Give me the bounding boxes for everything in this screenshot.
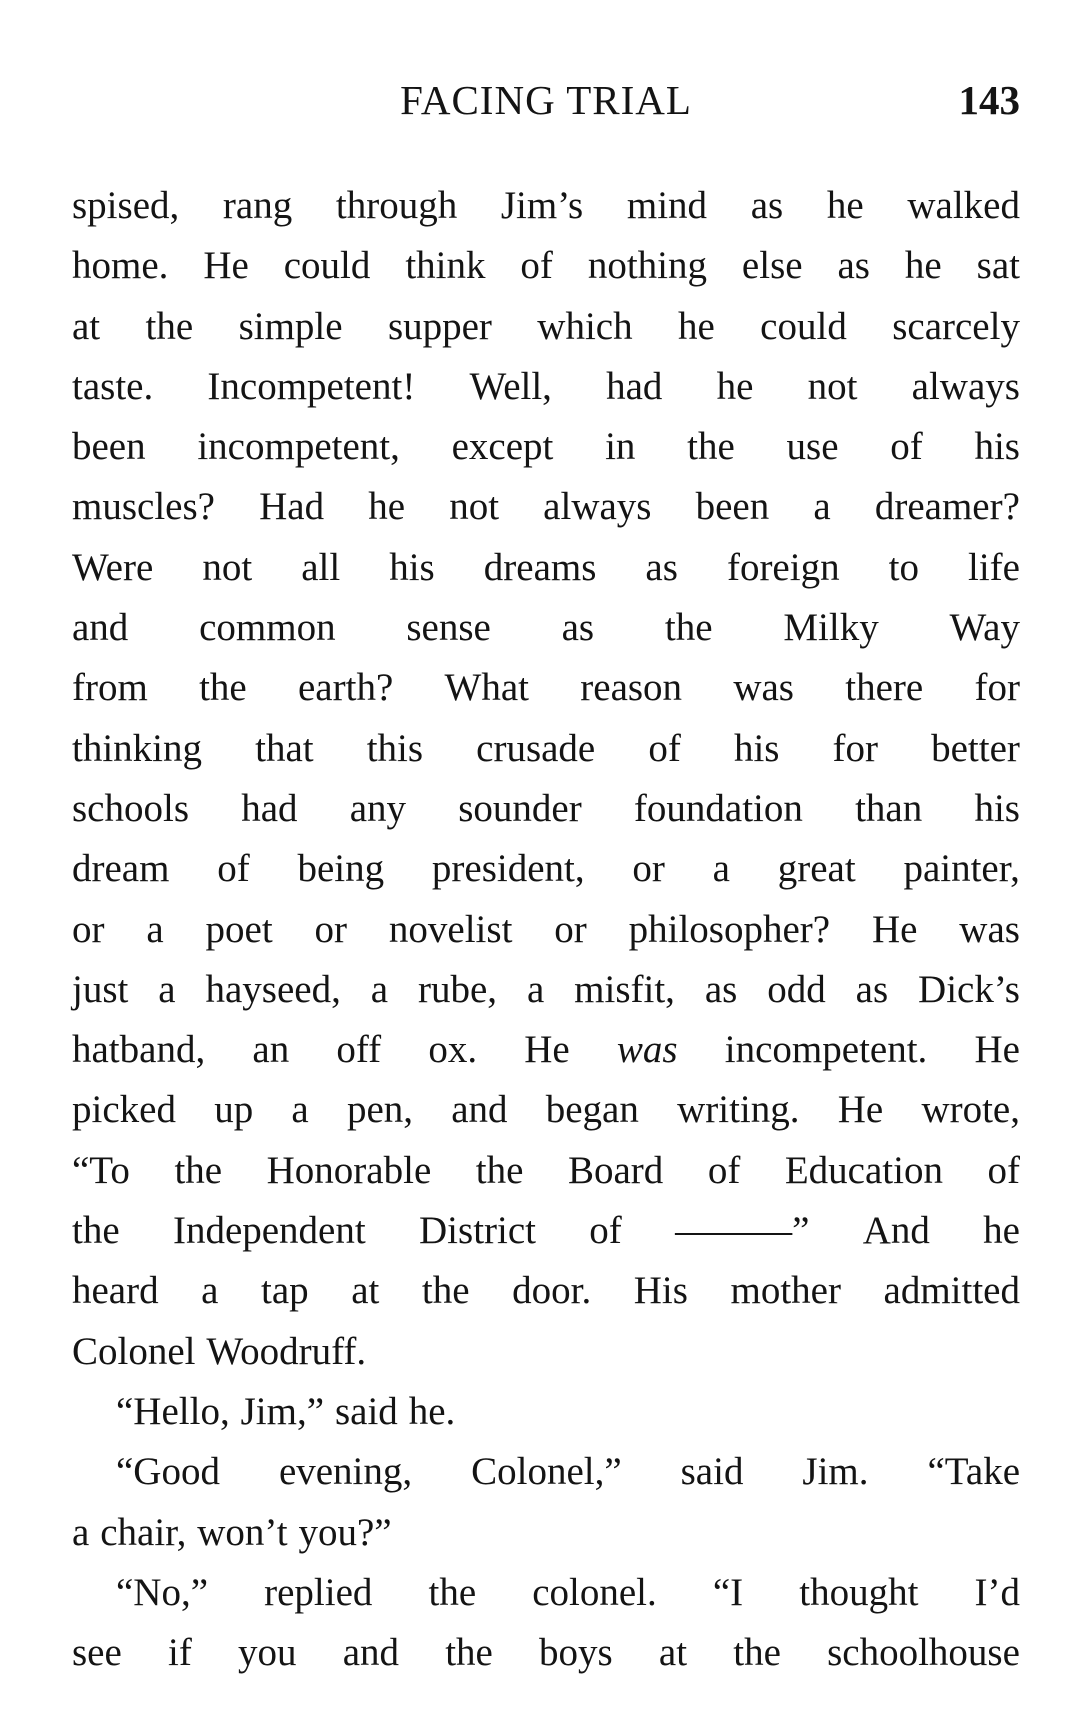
- word: not: [449, 485, 500, 529]
- word: Way: [949, 606, 1020, 650]
- text-line: [72, 417, 1020, 477]
- word: always: [911, 364, 1020, 408]
- text-line: [72, 1020, 1020, 1080]
- word: pen,: [346, 1088, 413, 1132]
- word: always: [543, 485, 652, 529]
- word: Jim.: [802, 1450, 869, 1494]
- text-line: [72, 357, 1020, 417]
- word: the: [199, 666, 247, 710]
- word: of: [589, 1209, 622, 1253]
- word: he: [826, 184, 864, 227]
- word: Education: [784, 1148, 943, 1192]
- word: misfit,: [574, 967, 675, 1011]
- word: spised,: [72, 184, 180, 227]
- word: and: [72, 606, 129, 650]
- word: a: [72, 1510, 90, 1554]
- word: replied: [264, 1570, 373, 1614]
- word: being: [297, 847, 385, 891]
- word: the: [72, 1209, 120, 1253]
- word: common: [199, 606, 336, 650]
- word: Jim’s: [500, 184, 584, 227]
- word: ———”: [675, 1209, 810, 1253]
- word: all: [301, 545, 341, 589]
- text-line: [72, 1563, 1020, 1623]
- word: better: [931, 726, 1020, 770]
- word: of: [890, 425, 923, 469]
- word: his: [733, 726, 780, 770]
- word: a: [526, 967, 545, 1011]
- word: “I: [712, 1570, 744, 1614]
- word: heard: [72, 1269, 159, 1313]
- word: that: [255, 726, 314, 770]
- word: And: [862, 1209, 930, 1253]
- word: earth?: [298, 666, 394, 710]
- word: wrote,: [921, 1088, 1020, 1132]
- word: the: [428, 1570, 477, 1614]
- word: “To: [72, 1148, 130, 1192]
- word: the: [421, 1269, 470, 1313]
- word: to: [888, 545, 919, 589]
- word: as: [837, 244, 870, 288]
- text-line: [72, 1261, 1020, 1321]
- word: as: [704, 967, 738, 1011]
- body-text: [72, 176, 1020, 1683]
- word: “Good: [116, 1450, 220, 1494]
- word: there: [845, 666, 924, 710]
- word: up: [214, 1088, 254, 1132]
- word: the: [687, 425, 735, 469]
- word: as: [645, 545, 678, 589]
- word: dreams: [483, 545, 597, 589]
- word: Well,: [469, 364, 552, 408]
- word: District: [419, 1209, 536, 1253]
- word: from: [72, 666, 148, 710]
- word: He: [203, 244, 249, 288]
- word: muscles?: [72, 485, 215, 529]
- word: Incompetent!: [207, 364, 416, 408]
- word: he: [904, 244, 942, 288]
- word: he: [677, 304, 715, 348]
- word: He: [871, 907, 918, 951]
- word: as: [750, 184, 784, 227]
- word: he: [983, 1209, 1020, 1253]
- word: schoolhouse: [827, 1631, 1020, 1675]
- text-line: [72, 839, 1020, 899]
- word: Jim,”: [240, 1389, 325, 1433]
- word: Independent: [172, 1209, 366, 1253]
- text-line: [72, 1442, 1020, 1502]
- word: was: [733, 666, 794, 710]
- word: poet: [205, 907, 273, 951]
- word: the: [145, 304, 194, 348]
- text-line: [72, 236, 1020, 296]
- word: foundation: [633, 786, 803, 830]
- word: “Hello,: [116, 1389, 230, 1433]
- word: think: [405, 244, 486, 288]
- word: door.: [512, 1269, 592, 1313]
- word: odd: [767, 967, 826, 1011]
- word: the: [664, 606, 713, 650]
- word: colonel.: [532, 1570, 657, 1614]
- word: president,: [431, 847, 585, 891]
- word: a: [291, 1088, 309, 1132]
- word: Dick’s: [918, 967, 1020, 1011]
- word: admitted: [883, 1269, 1020, 1313]
- word: his: [389, 545, 435, 589]
- word: a: [158, 967, 176, 1011]
- word: rube,: [417, 967, 498, 1011]
- word: Colonel,”: [471, 1450, 622, 1494]
- word: a: [712, 847, 730, 891]
- word: home.: [72, 244, 169, 288]
- word: you: [238, 1631, 297, 1675]
- word: this: [366, 726, 424, 770]
- word: I’d: [974, 1570, 1020, 1614]
- word: foreign: [726, 545, 840, 589]
- word: began: [545, 1088, 639, 1132]
- word: his: [974, 425, 1020, 469]
- word: Colonel: [72, 1329, 196, 1373]
- word: the: [174, 1148, 223, 1192]
- word: simple: [238, 304, 343, 348]
- word: thought: [799, 1570, 919, 1614]
- word: said: [680, 1450, 744, 1494]
- word: hatband,: [72, 1028, 206, 1072]
- word: evening,: [278, 1450, 413, 1494]
- word: use: [786, 425, 839, 469]
- word: at: [351, 1269, 380, 1313]
- page-number: 143: [958, 77, 1020, 123]
- word: he.: [408, 1389, 456, 1433]
- word: Had: [259, 485, 325, 529]
- word: nothing: [587, 244, 707, 288]
- word: “Take: [927, 1450, 1020, 1494]
- word: incompetent.: [724, 1028, 928, 1072]
- word: been: [695, 485, 770, 529]
- word: ox.: [428, 1028, 478, 1072]
- running-head: [72, 72, 1020, 128]
- word: of: [217, 847, 250, 891]
- word: and: [451, 1088, 508, 1132]
- word: schools: [72, 786, 189, 830]
- word: What: [444, 666, 529, 710]
- word: supper: [387, 304, 492, 348]
- word: “No,”: [116, 1570, 209, 1614]
- word: mother: [730, 1269, 841, 1313]
- word: said: [334, 1389, 398, 1433]
- word: and: [342, 1631, 400, 1675]
- word: had: [241, 786, 298, 830]
- text-line: [72, 1201, 1020, 1261]
- word: not: [202, 545, 253, 589]
- word: could: [283, 244, 371, 288]
- word: been: [72, 425, 146, 469]
- text-line: [72, 538, 1020, 598]
- word: at: [658, 1631, 688, 1675]
- word: a: [201, 1269, 219, 1313]
- word: or: [554, 907, 587, 951]
- word: mind: [626, 184, 708, 227]
- word: hayseed,: [205, 967, 341, 1011]
- word: had: [606, 364, 663, 408]
- word: life: [967, 545, 1020, 589]
- text-line: [72, 779, 1020, 839]
- word: chair,: [100, 1510, 187, 1554]
- text-line: [72, 1080, 1020, 1140]
- word: he: [716, 364, 754, 408]
- word: as: [855, 967, 889, 1011]
- word: Milky: [783, 606, 879, 650]
- word: He: [524, 1028, 570, 1072]
- word: sat: [976, 244, 1020, 288]
- word: taste.: [72, 364, 154, 408]
- word: he: [368, 485, 406, 529]
- text-line: [72, 477, 1020, 537]
- word: any: [349, 786, 407, 830]
- word: won’t: [197, 1510, 288, 1554]
- word: crusade: [476, 726, 596, 770]
- word: walked: [907, 184, 1020, 227]
- text-line: [72, 719, 1020, 779]
- word: the: [475, 1148, 524, 1192]
- word: reason: [580, 666, 683, 710]
- word: Honorable: [266, 1148, 432, 1192]
- word: of: [987, 1148, 1020, 1192]
- word: could: [760, 304, 847, 348]
- word: off: [336, 1028, 382, 1072]
- word: if: [168, 1631, 192, 1675]
- word: boys: [539, 1631, 613, 1675]
- text-line: [72, 1322, 1020, 1382]
- word: just: [72, 967, 129, 1011]
- text-line: [72, 297, 1020, 357]
- word: Woodruff.: [206, 1329, 367, 1373]
- word: sounder: [458, 786, 582, 830]
- word: was: [616, 1028, 678, 1072]
- text-line: [72, 1141, 1020, 1201]
- word: a: [146, 907, 164, 951]
- word: or: [314, 907, 348, 951]
- word: a: [370, 967, 389, 1011]
- word: picked: [72, 1088, 176, 1132]
- word: for: [974, 666, 1020, 710]
- word: except: [451, 425, 554, 469]
- word: as: [561, 606, 595, 650]
- word: rang: [222, 184, 293, 227]
- word: sense: [406, 606, 491, 650]
- text-line: [72, 176, 1020, 236]
- word: incompetent,: [197, 425, 400, 469]
- word: the: [733, 1631, 781, 1675]
- word: not: [807, 364, 858, 408]
- word: dream: [72, 847, 170, 891]
- word: writing.: [677, 1088, 800, 1132]
- word: see: [72, 1631, 122, 1675]
- word: of: [520, 244, 553, 288]
- text-line: [72, 1382, 1020, 1442]
- word: Were: [72, 545, 154, 589]
- text-line: [72, 960, 1020, 1020]
- word: else: [741, 244, 803, 288]
- word: at: [72, 304, 101, 348]
- text-line: [72, 658, 1020, 718]
- word: an: [252, 1028, 290, 1072]
- word: or: [632, 847, 665, 891]
- word: scarcely: [892, 304, 1020, 348]
- word: for: [832, 726, 879, 770]
- word: or: [72, 907, 105, 951]
- word: great: [777, 847, 856, 891]
- text-line: [72, 1503, 1020, 1563]
- running-title: FACING TRIAL: [400, 77, 692, 123]
- word: philosopher?: [628, 907, 831, 951]
- word: which: [537, 304, 633, 348]
- word: the: [445, 1631, 493, 1675]
- word: a: [813, 485, 831, 529]
- word: dreamer?: [874, 485, 1020, 529]
- word: novelist: [388, 907, 513, 951]
- word: His: [633, 1269, 688, 1313]
- word: of: [648, 726, 681, 770]
- word: tap: [261, 1269, 309, 1313]
- word: his: [974, 786, 1020, 830]
- word: Board: [567, 1148, 664, 1192]
- text-line: [72, 900, 1020, 960]
- text-line: [72, 598, 1020, 658]
- word: painter,: [903, 847, 1020, 891]
- word: was: [959, 907, 1020, 951]
- word: He: [974, 1028, 1020, 1072]
- word: you?”: [298, 1510, 392, 1554]
- word: in: [605, 425, 636, 469]
- word: than: [855, 786, 923, 830]
- word: thinking: [72, 726, 203, 770]
- word: He: [837, 1088, 884, 1132]
- word: through: [335, 184, 458, 227]
- word: of: [707, 1148, 741, 1192]
- text-line: [72, 1623, 1020, 1683]
